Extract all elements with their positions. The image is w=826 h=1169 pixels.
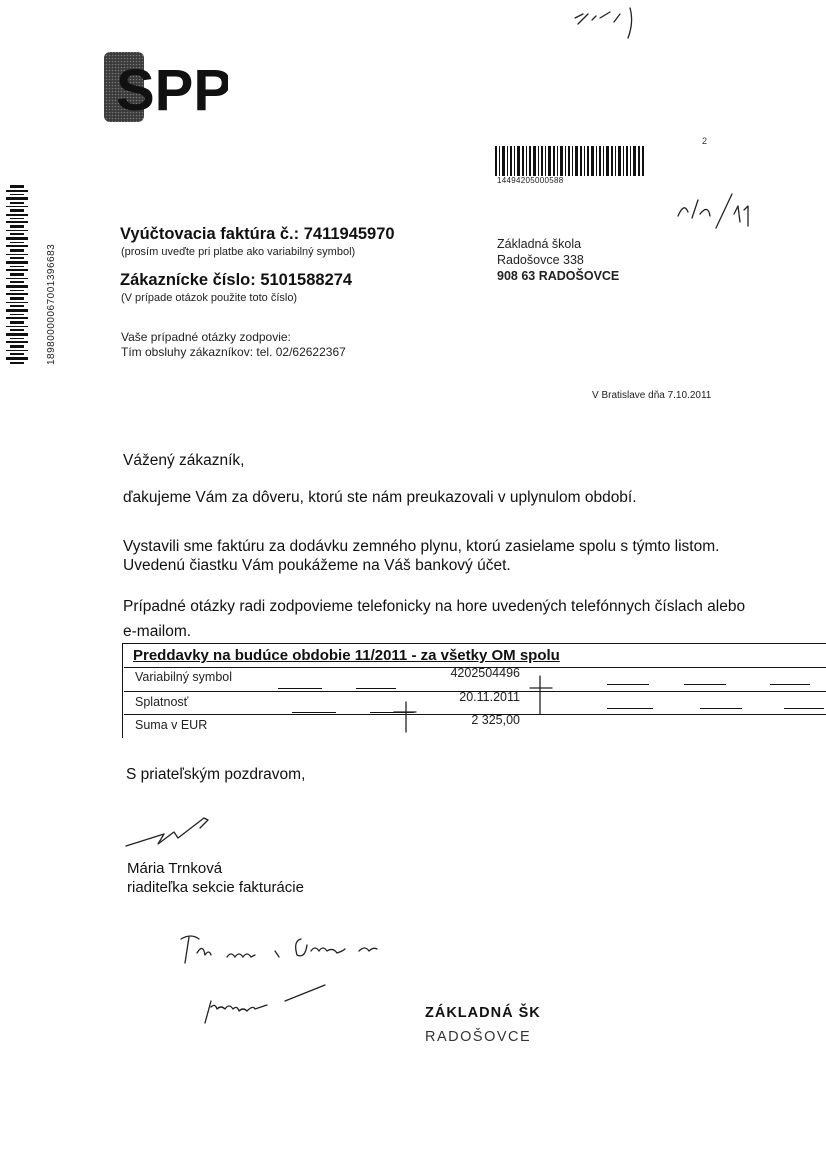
table-rule	[784, 708, 824, 709]
handwritten-initials-icon	[672, 188, 762, 248]
vertical-barcode	[6, 185, 57, 365]
table-rule	[684, 684, 726, 685]
questions-line-1: Vaše prípadné otázky zodpovie:	[121, 330, 291, 344]
paragraph-2-line-2: Uvedenú čiastku Vám poukážeme na Váš bankový účet.	[123, 557, 511, 574]
paragraph-3-line-1: Prípadné otázky radi zodpovieme telefonicky na hore uvedených telefónnych číslach alebo	[123, 598, 746, 615]
table-rule	[770, 684, 810, 685]
barcode-icon	[6, 185, 28, 365]
advances-row-label: Suma v EUR	[135, 718, 208, 732]
table-cross-marks-icon	[390, 672, 570, 738]
address-line-1: Základná škola	[497, 237, 582, 251]
paragraph-1: ďakujeme Vám za dôveru, ktorú ste nám preukazovali v uplynulom období.	[123, 489, 637, 506]
page-number: 2	[702, 136, 708, 146]
signature-icon	[120, 812, 220, 852]
vertical-barcode-number: 18980000067001396683	[46, 243, 57, 365]
closing-line: S priateľským pozdravom,	[126, 766, 306, 783]
signatory-name: Mária Trnková	[127, 860, 223, 877]
signatory-role: riaditeľka sekcie fakturácie	[127, 879, 304, 896]
stamp-line-1: ZÁKLADNÁ ŠK	[425, 1005, 541, 1021]
top-barcode	[495, 146, 645, 176]
address-line-3: 908 63 RADOŠOVCE	[497, 269, 620, 283]
recipient-address	[497, 236, 619, 284]
advances-row-value: 20.11.2011	[459, 690, 520, 704]
invoice-note: (prosím uveďte pri platbe ako variabilný symbol)	[121, 246, 356, 258]
salutation: Vážený zákazník,	[123, 452, 245, 469]
advances-row-value: 4202504496	[450, 666, 520, 680]
advances-title: Preddavky na budúce obdobie 11/2011 - za všetky OM spolu	[133, 647, 560, 664]
customer-note: (V prípade otázok použite toto číslo)	[121, 292, 298, 304]
invoice-title-label: Vyúčtovacia faktúra č.:	[120, 225, 300, 243]
table-rule	[607, 708, 653, 709]
invoice-title	[120, 225, 395, 244]
handwritten-note-icon	[175, 925, 435, 1035]
invoice-number: 7411945970	[303, 225, 395, 243]
advances-row-label: Splatnosť	[135, 695, 189, 709]
customer-number: 5101588274	[260, 271, 353, 289]
date-line: V Bratislave dňa 7.10.2011	[592, 390, 712, 401]
table-rule	[292, 712, 336, 713]
questions-line-2: Tím obsluhy zákazníkov: tel. 02/62622367	[121, 345, 346, 359]
handwritten-mark-icon	[570, 4, 650, 44]
paragraph-2-line-1: Vystavili sme faktúru za dodávku zemného plynu, ktorú zasielame spolu s týmto listom.	[123, 538, 720, 555]
paragraph-3-line-2: e-mailom.	[123, 623, 192, 640]
stamp-line-2: RADOŠOVCE	[425, 1029, 532, 1045]
advances-row-value: 2 325,00	[471, 713, 520, 727]
table-rule	[278, 688, 322, 689]
customer-number-title	[120, 271, 352, 290]
table-rule	[700, 708, 742, 709]
table-rule	[124, 667, 826, 668]
customer-number-label: Zákaznícke číslo:	[120, 271, 256, 289]
address-line-2: Radošovce 338	[497, 253, 584, 267]
advances-row-label: Variabilný symbol	[135, 670, 233, 684]
logo-text: SPP	[116, 58, 228, 123]
table-rule	[607, 684, 649, 685]
spp-logo	[102, 48, 228, 126]
barcode-icon	[495, 146, 645, 176]
top-barcode-number: 14494205000588	[497, 176, 564, 185]
